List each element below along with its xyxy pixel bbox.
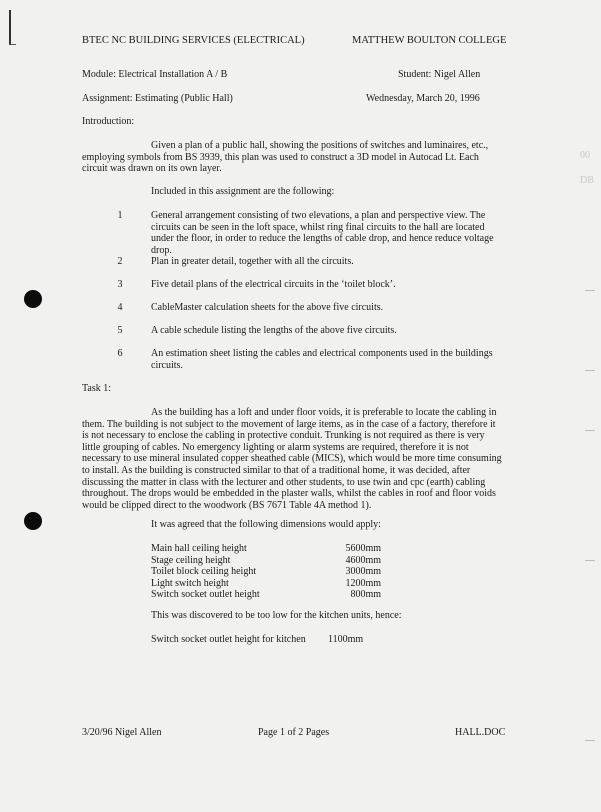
too-low-line: This was discovered to be too low for the kitchen units, hence: bbox=[151, 610, 402, 621]
edge-mark bbox=[585, 560, 595, 561]
included-line: Included in this assignment are the following: bbox=[151, 186, 335, 197]
list-item: General arrangement consisting of two elevations, a plan and perspective view. The circuits can be seen in the loft space, whilst ring final circuits to the hall are located under the floor, in order to reduce the lengths of cable drop, and hence reduce voltage drop. bbox=[151, 210, 494, 256]
staple-mark-foot bbox=[9, 44, 16, 45]
edge-mark bbox=[585, 740, 595, 741]
dimension-label: Light switch height bbox=[151, 577, 229, 589]
dimension-label: Stage ceiling height bbox=[151, 554, 231, 566]
list-number: 6 bbox=[117, 348, 123, 359]
assignment-line: Assignment: Estimating (Public Hall) bbox=[82, 93, 233, 104]
table-row bbox=[151, 555, 381, 567]
edge-mark bbox=[585, 430, 595, 431]
dimension-value: 3000mm bbox=[345, 566, 381, 578]
module-line: Module: Electrical Installation A / B bbox=[82, 69, 228, 80]
dimension-value: 4600mm bbox=[345, 554, 381, 566]
punch-hole-lower bbox=[24, 512, 42, 530]
edge-mark bbox=[585, 370, 595, 371]
dimensions-table bbox=[151, 543, 381, 601]
list-item: Plan in greater detail, together with all the circuits. bbox=[151, 256, 354, 267]
list-number: 5 bbox=[117, 325, 123, 336]
list-item: An estimation sheet listing the cables and electrical components used in the buildings circuits. bbox=[151, 348, 493, 371]
margin-mark-b: DB bbox=[580, 175, 594, 186]
dimension-value: 5600mm bbox=[345, 543, 381, 554]
list-number: 2 bbox=[117, 256, 123, 267]
list-number: 4 bbox=[117, 302, 123, 313]
list-number: 1 bbox=[117, 210, 123, 221]
agreed-line: It was agreed that the following dimensions would apply: bbox=[151, 519, 381, 530]
kitchen-label: Switch socket outlet height for kitchen bbox=[151, 634, 306, 645]
course-title: BTEC NC BUILDING SERVICES (ELECTRICAL) bbox=[82, 35, 305, 46]
list-item: CableMaster calculation sheets for the above five circuits. bbox=[151, 302, 384, 313]
margin-mark-a: 00 bbox=[580, 150, 590, 161]
kitchen-value: 1100mm bbox=[328, 634, 364, 645]
dimension-value: 1200mm bbox=[345, 577, 381, 589]
date-line: Wednesday, March 20, 1996 bbox=[366, 93, 480, 104]
dimension-label: Switch socket outlet height bbox=[151, 589, 260, 601]
dimension-label: Toilet block ceiling height bbox=[151, 566, 257, 578]
dimension-label: Main hall ceiling height bbox=[151, 543, 247, 554]
table-row bbox=[151, 578, 381, 590]
college-name: MATTHEW BOULTON COLLEGE bbox=[352, 35, 507, 46]
intro-paragraph: Given a plan of a public hall, showing the positions of switches and luminaires, etc., employing symbols from BS 3939, this plan was used to construct a 3D model in Autocad Lt. Each circuit was drawn on its own layer. bbox=[82, 140, 489, 175]
list-item: A cable schedule listing the lengths of the above five circuits. bbox=[151, 325, 397, 336]
task1-heading: Task 1: bbox=[82, 383, 112, 394]
footer-filename: HALL.DOC bbox=[455, 727, 506, 738]
punch-hole-upper bbox=[24, 290, 42, 308]
list-number: 3 bbox=[117, 279, 123, 290]
student-line: Student: Nigel Allen bbox=[398, 69, 481, 80]
edge-mark bbox=[585, 290, 595, 291]
dimension-value: 800mm bbox=[350, 589, 381, 601]
intro-heading: Introduction: bbox=[82, 116, 135, 127]
footer-page-number: Page 1 of 2 Pages bbox=[258, 727, 330, 738]
table-row bbox=[151, 543, 381, 555]
list-item: Five detail plans of the electrical circuits in the ‘toilet block’. bbox=[151, 279, 396, 290]
staple-mark bbox=[9, 10, 11, 44]
task1-paragraph: As the building has a loft and under floor voids, it is preferable to locate the cabling in them. The building is not subject to the movement of large items, as in the case of a factory, therefore it is not necessary to enclose the cabling in protective conduit. Trunking is not required as there is very little grouping of cables. No emergency lighting or alarm systems are required, therefore it is not necessary to use mineral insulated copper sheathed cable (MICS), which would be more time consuming to install. As the building is constructed similar to that of a traditional home, it was decided, after discussing the matter in class with the lecturer and other students, to use twin and cpc (earth) cabling throughout. The drops would be embedded in the plaster walls, whilst the cables in roof and floor voids would be clipped direct to the woodwork (BS 7671 Table 4A method 1). bbox=[82, 407, 502, 511]
footer-date-author: 3/20/96 Nigel Allen bbox=[82, 727, 162, 738]
table-row bbox=[151, 589, 381, 601]
table-row bbox=[151, 566, 381, 578]
